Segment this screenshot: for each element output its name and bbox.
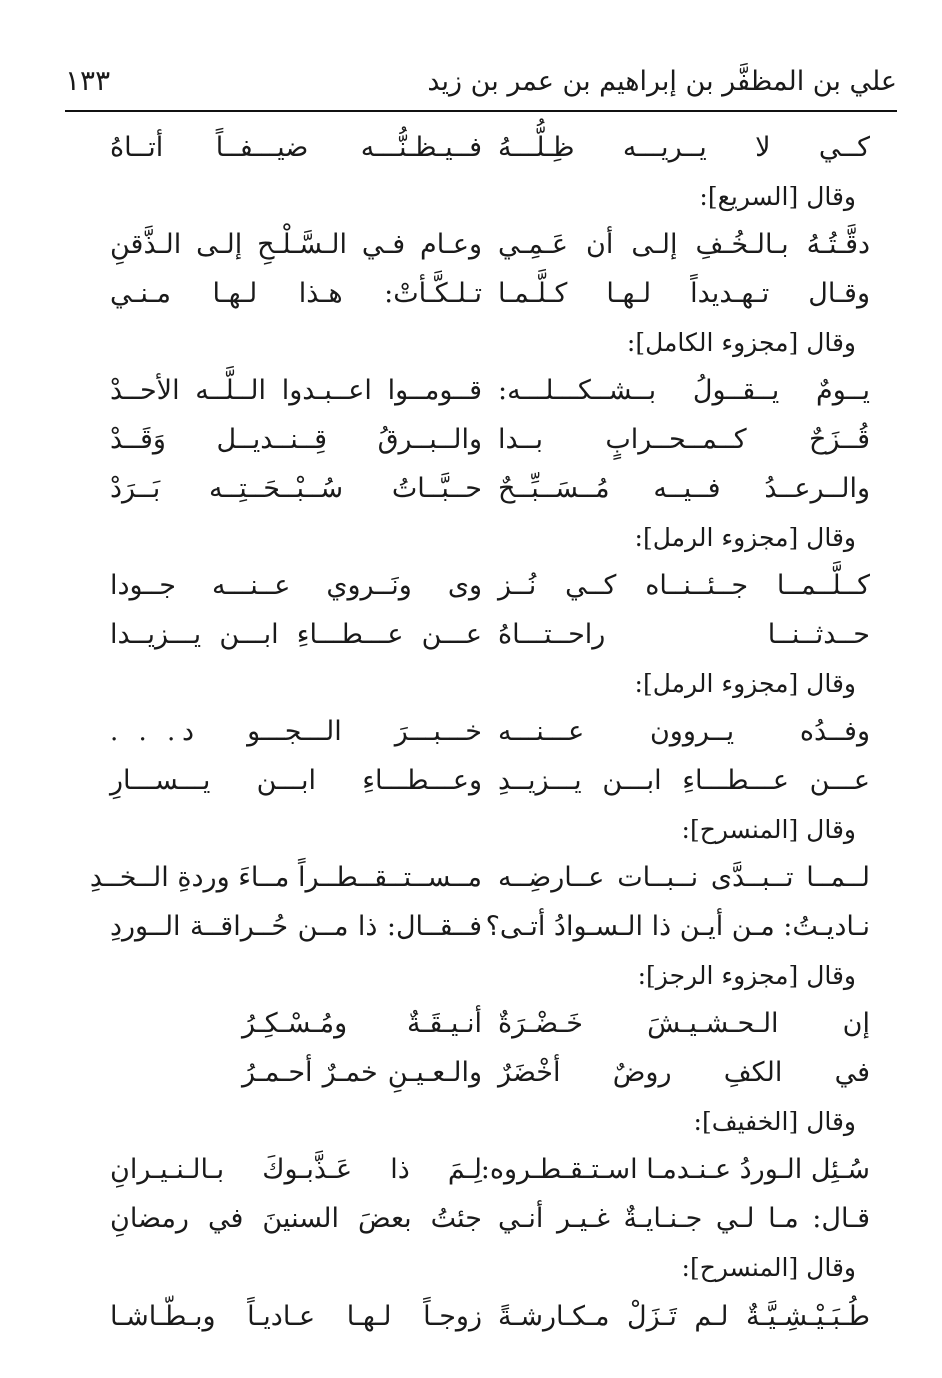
first-hemistich: نـاديـتُ: مـن أيـن ذا الـسـوادُ أتـى؟ [485,911,870,942]
meter-heading-text: وقال [مجزوء الرمل]: [634,522,856,552]
first-hemistich: كــلَّــمــا جــئــنــاه كــي نُــز [498,570,870,602]
page-number: ١٣٣ [65,64,111,97]
second-hemistich: مــســتــقــطــراً مــاءَ وردةِ الــخــدِ [89,862,482,894]
second-hemistich: فــقــال: ذا مــن حُــراقــة الــوردِ [110,911,482,942]
meter-heading [80,806,870,855]
first-hemistich: سُـئِل الـوردُ عـنـدمـا اسـتـقـطـروه: [480,1154,870,1186]
meter-heading [80,319,870,368]
verse-line [80,367,870,416]
meter-heading [80,952,870,1001]
header-rule [65,110,897,112]
first-hemistich: حــدثــنــا راحــتـــاهُ [498,618,870,650]
first-hemistich: إن الـحـشـيـشَ خَـضْـرَةٌ [498,1008,870,1040]
verse-line [80,1000,870,1049]
first-hemistich: طُـبَـيْـشِـيَّـةٌ لـم تَـزَلْ مـكـارشـةً [498,1300,870,1332]
second-hemistich: خـــبـــرَ الـــجـــو د [182,716,482,748]
verse-line [80,1293,870,1342]
verse-line [80,221,870,270]
meter-heading [80,1244,870,1293]
second-hemistich: زوجـاً لـهـا عـاديـاً وبـطّـاشـا [110,1300,482,1332]
verse-line [80,757,870,806]
meter-heading [80,173,870,222]
first-hemistich: في الكفِ روضٌ أخْضَرٌ [498,1057,870,1089]
first-hemistich: قـال: مـا لـي جـنـايـةٌ غـيـر أنـي [498,1203,870,1235]
verse-line [80,1049,870,1098]
ellipsis-mark: . . . [110,717,182,748]
first-hemistich: وفــدُه يــروون عـــنـــه [498,716,870,748]
first-hemistich: يــومٌ يــقــولُ بــشــكـــلـــه: [498,375,870,407]
second-hemistich: فــيـظـنُّـــه ضيـــفــاً أتــاهُ [110,132,482,163]
verse-line [80,611,870,660]
meter-heading [80,1098,870,1147]
second-hemistich: عـــن عـــطـــاءِ ابـــن يـــزيــدا [110,618,482,650]
meter-heading [80,660,870,709]
verse-line [80,854,870,903]
meter-heading-text: وقال [المنسرح]: [681,1252,856,1282]
second-hemistich: جئتُ بعضَ السنينَ في رمضانِ [110,1203,482,1235]
running-header [65,62,897,106]
meter-heading [80,514,870,563]
verse-line [80,416,870,465]
header-title: علي بن المظفَّر بن إبراهيم بن عمر بن زيد [427,66,897,97]
verse-line [80,124,870,173]
second-hemistich: وى ونَــروي عــنـــه جــودا [110,570,482,602]
second-hemistich: أنـيـقَـةٌ ومُـسْـكِـرُ [242,1008,482,1040]
second-hemistich: وعـام فـي الـسَّـلْـحِ إلـى الـذَّقنِ [110,229,482,261]
verse-line [80,903,870,952]
meter-heading-text: وقال [مجزوء الرمل]: [634,668,856,698]
second-hemistich: لِـمَ ذا عَـذَّبـوكَ بـالـنـيـرانِ [110,1154,482,1186]
first-hemistich: دقَّـتُـهُ بـالـخُـفِ إلـى أن عَـمِـي [498,229,870,261]
second-hemistich: وعـــطـــاءِ ابـــن يـــســـارِ [110,764,482,796]
meter-heading-text: وقال [المنسرح]: [681,814,856,844]
meter-heading-text: وقال [السريع]: [699,181,856,211]
poem-body [80,124,870,1341]
verse-line [80,708,870,757]
second-hemistich: حــبَّــاتُ سُــبْــحَــتِــه بَــرَدْ [110,472,482,504]
second-hemistich: والـعـيـنِ خمـرٌ أحـمـرُ [242,1057,482,1089]
first-hemistich: لــمــا تــبــدَّى نــبــات عــارضِــه [498,862,870,894]
meter-heading-text: وقال [الخفيف]: [693,1106,856,1136]
second-hemistich: والــبــرقُ قِــنــديــل وَقَــدْ [110,424,482,456]
first-hemistich: كــي لا يــريـــه ظِـلُّـــهُ [498,132,870,163]
verse-line [80,270,870,319]
verse-line [80,465,870,514]
second-hemistich: تـلـكَّـأتْ: هـذا لـهـا مـنـي [110,278,482,310]
meter-heading-text: وقال [مجزوء الرجز]: [637,960,856,990]
first-hemistich: عـــن عـــطـــاءِ ابـــن يـــزيــدِ [498,764,870,796]
first-hemistich: قُــزَحٌ كــمــحــرابٍ بــدا [498,424,870,456]
second-hemistich: قــومــوا اعــبـدوا الــلَّــه الأحــدْ [110,375,482,407]
verse-line [80,1146,870,1195]
verse-line [80,562,870,611]
verse-line [80,1195,870,1244]
meter-heading-text: وقال [مجزوء الكامل]: [626,327,856,357]
first-hemistich: والــرعــدُ فــيــه مُــسَــبِّــحٌ [498,472,870,504]
first-hemistich: وقـال تـهـديداً لـهـا كـلَّـمـا [498,278,870,310]
